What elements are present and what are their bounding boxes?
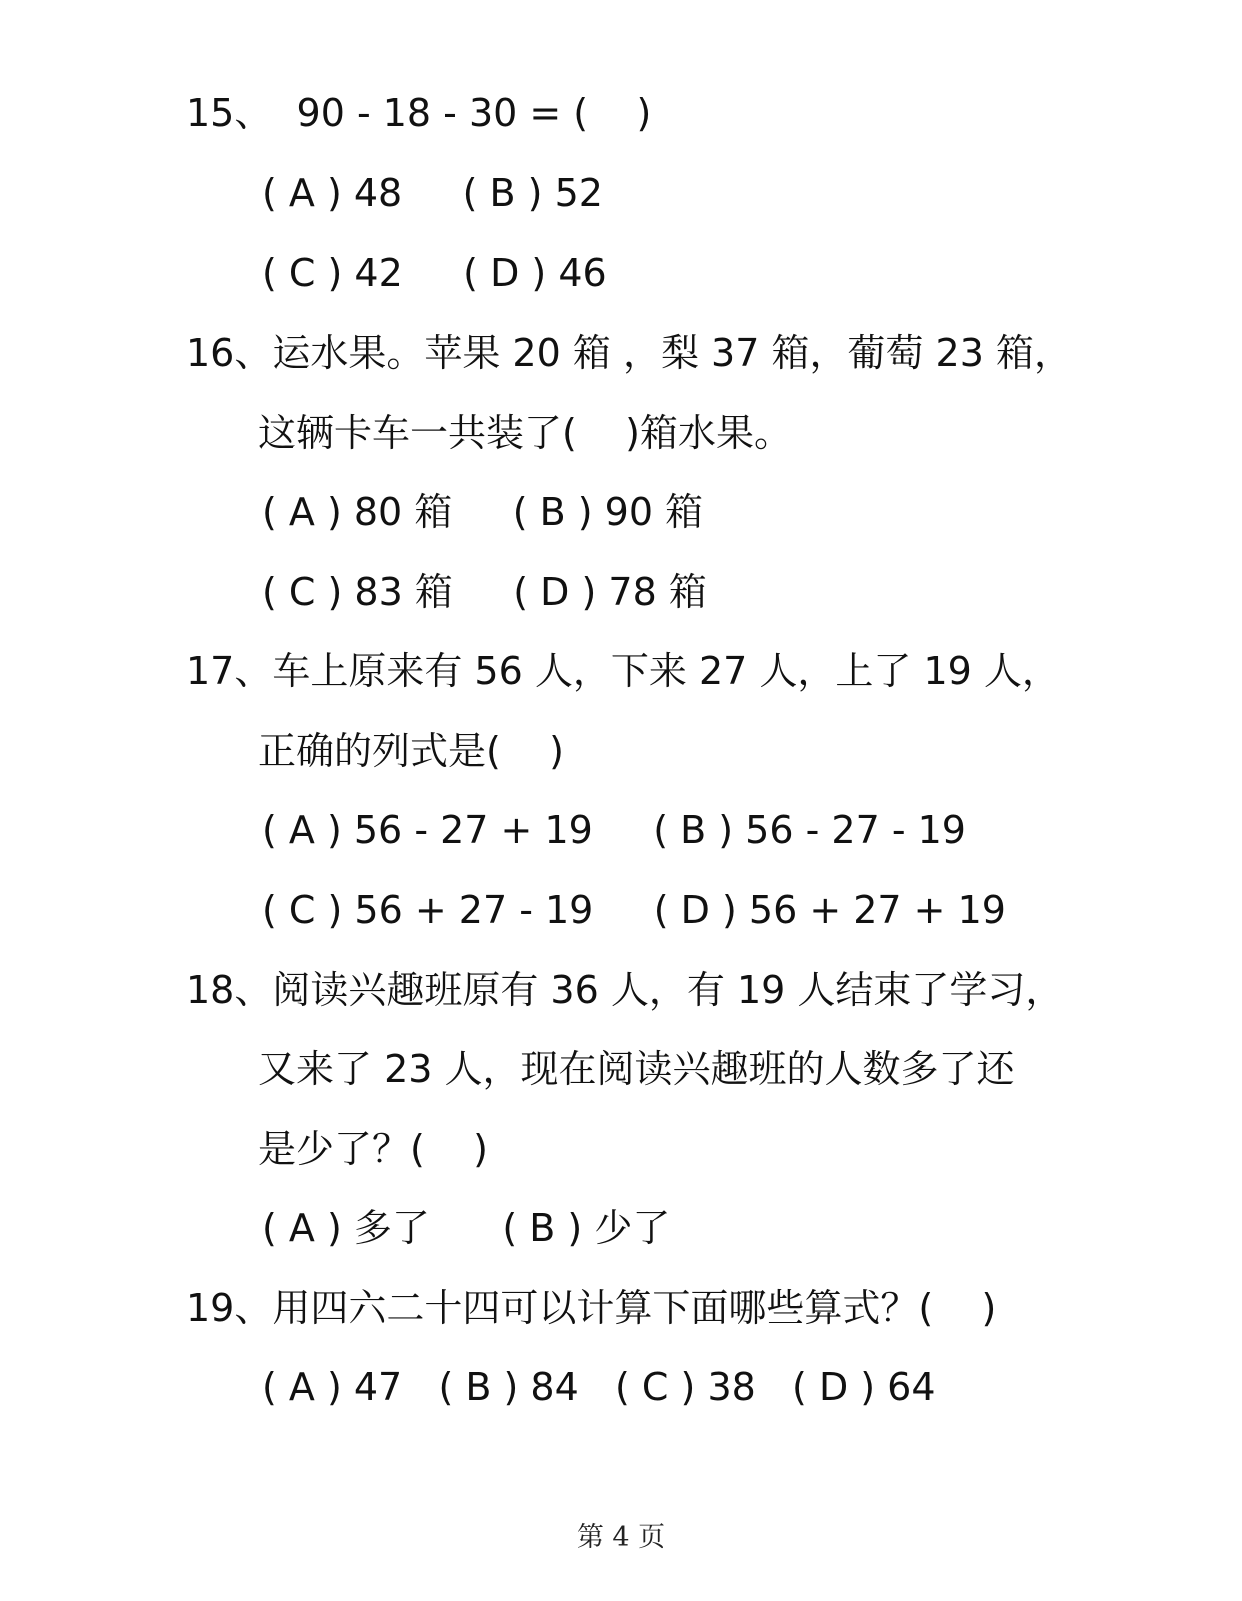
question-16-options-row-2: ( C ) 83 箱 ( D ) 78 箱 xyxy=(262,570,707,614)
question-17-stem-line-2: 正确的列式是( ) xyxy=(258,729,564,773)
question-16-stem-line-1: 16、运水果。苹果 20 箱 ，梨 37 箱，葡萄 23 箱， xyxy=(186,331,1072,375)
question-18-stem-line-1: 18、阅读兴趣班原有 36 人，有 19 人结束了学习， xyxy=(186,968,1064,1012)
question-18-options-row-1: ( A ) 多了 ( B ) 少了 xyxy=(262,1206,671,1250)
question-17-options-row-1: ( A ) 56 - 27 + 19 ( B ) 56 - 27 - 19 xyxy=(262,808,966,852)
question-15-stem: 15、 90 - 18 - 30 = ( ) xyxy=(186,91,652,135)
question-17-stem-line-1: 17、车上原来有 56 人，下来 27 人，上了 19 人， xyxy=(186,649,1060,693)
question-19-stem: 19、用四六二十四可以计算下面哪些算式？( ) xyxy=(186,1286,997,1330)
question-15-options-row-1: ( A ) 48 ( B ) 52 xyxy=(262,171,603,215)
question-15-options-row-2: ( C ) 42 ( D ) 46 xyxy=(262,251,607,295)
question-18-stem-line-2: 又来了 23 人，现在阅读兴趣班的人数多了还 xyxy=(258,1047,1015,1091)
question-16-stem-line-2: 这辆卡车一共装了( )箱水果。 xyxy=(258,411,792,455)
question-17-options-row-2: ( C ) 56 + 27 - 19 ( D ) 56 + 27 + 19 xyxy=(262,888,1006,932)
page-number: 第 4 页 xyxy=(576,1522,666,1553)
question-16-options-row-1: ( A ) 80 箱 ( B ) 90 箱 xyxy=(262,490,704,534)
question-19-options-row-1: ( A ) 47 ( B ) 84 ( C ) 38 ( D ) 64 xyxy=(262,1365,936,1409)
question-18-stem-line-3: 是少了？( ) xyxy=(258,1127,488,1171)
